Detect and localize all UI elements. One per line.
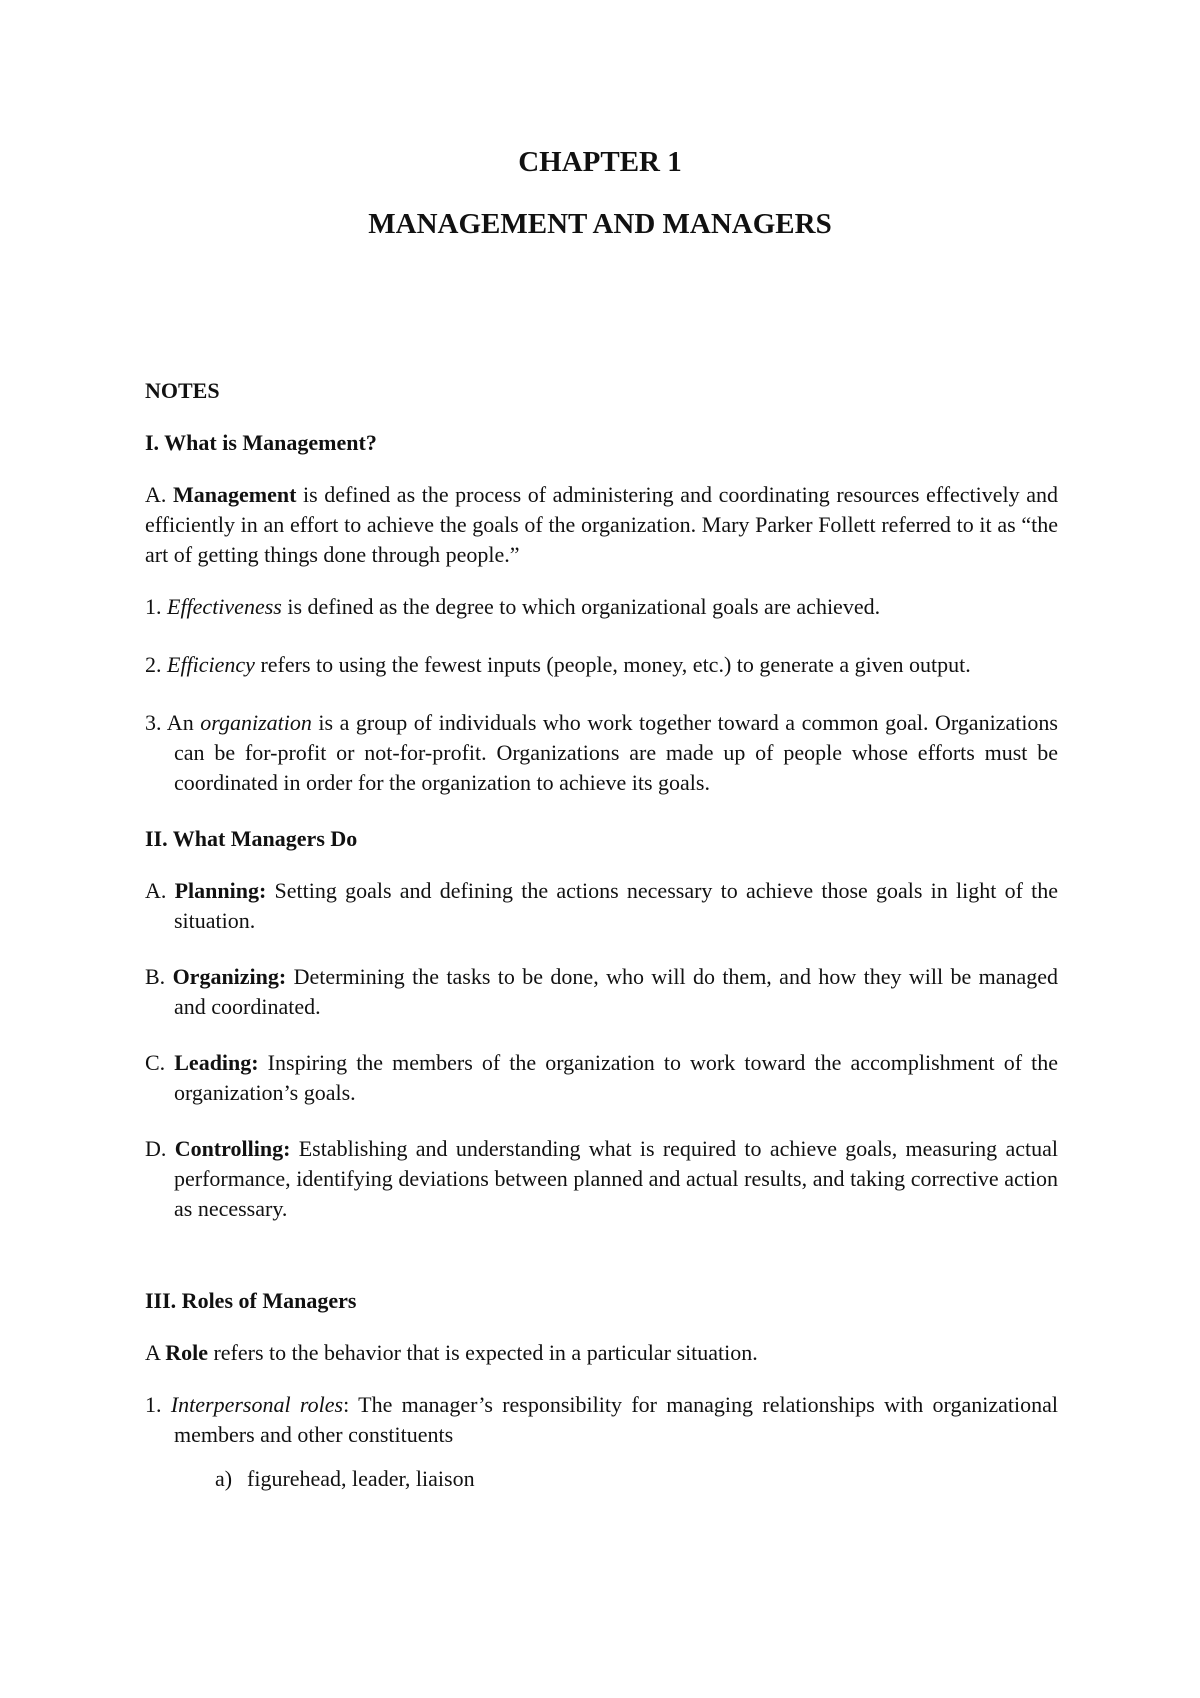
leading-term: Leading: — [174, 1050, 259, 1075]
notes-label: NOTES — [145, 378, 220, 403]
efficiency-item — [145, 650, 1058, 680]
section-1-heading: I. What is Management? — [145, 430, 377, 455]
organization-term: organization — [200, 710, 312, 735]
controlling-prefix: D. — [145, 1136, 175, 1161]
leading-prefix: C. — [145, 1050, 175, 1075]
planning-prefix: A. — [145, 878, 175, 903]
subitem-a-prefix: a) — [215, 1466, 233, 1491]
controlling-item — [145, 1134, 1058, 1224]
organizing-text: Determining the tasks to be done, who will do them, and how they will be managed and coordinated. — [174, 964, 1058, 1019]
interpersonal-roles-item — [145, 1390, 1058, 1450]
role-text: refers to the behavior that is expected in a particular situation. — [207, 1340, 758, 1365]
management-term: Management — [172, 482, 297, 507]
effectiveness-text: is defined as the degree to which organizational goals are achieved. — [281, 594, 881, 619]
effectiveness-prefix: 1. — [145, 594, 167, 619]
controlling-text: Establishing and understanding what is required to achieve goals, measuring actual performance, identifying deviations between planned and actual results, and taking corrective action as necessary. — [174, 1136, 1058, 1221]
management-prefix: A. — [145, 482, 173, 507]
management-definition — [145, 480, 1058, 570]
leading-item — [145, 1048, 1058, 1108]
efficiency-prefix: 2. — [145, 652, 167, 677]
management-text: is defined as the process of administering and coordinating resources effectively and efficiently in an effort to achieve the goals of the organization. Mary Parker Follett referred to it as “the art of getting things done through people.” — [145, 482, 1058, 567]
section-2-heading: II. What Managers Do — [145, 826, 358, 851]
section-3-heading: III. Roles of Managers — [145, 1288, 357, 1313]
chapter-number: CHAPTER 1 — [518, 146, 682, 178]
interpersonal-term: Interpersonal roles — [170, 1392, 344, 1417]
role-definition — [145, 1338, 1058, 1368]
role-prefix: A — [145, 1340, 166, 1365]
organizing-prefix: B. — [145, 964, 173, 989]
planning-text: Setting goals and defining the actions necessary to achieve those goals in light of the situation. — [174, 878, 1058, 933]
effectiveness-item — [145, 592, 1058, 622]
planning-term: Planning: — [174, 878, 267, 903]
organization-text: is a group of individuals who work together toward a common goal. Organizations can be for-profit or not-for-profit. Organizations are made up of people whose efforts must be coordinated in order for the organization to achieve its goals. — [174, 710, 1058, 795]
interpersonal-subitem-a — [145, 1464, 1058, 1494]
organizing-term: Organizing: — [172, 964, 287, 989]
chapter-title: MANAGEMENT AND MANAGERS — [368, 208, 832, 240]
role-term: Role — [165, 1340, 208, 1365]
efficiency-term: Efficiency — [167, 652, 255, 677]
planning-item — [145, 876, 1058, 936]
organizing-item — [145, 962, 1058, 1022]
efficiency-text: refers to using the fewest inputs (people, money, etc.) to generate a given output. — [254, 652, 971, 677]
leading-text: Inspiring the members of the organization to work toward the accomplishment of the organization’s goals. — [174, 1050, 1058, 1105]
organization-prefix: 3. An — [145, 710, 201, 735]
effectiveness-term: Effectiveness — [167, 594, 282, 619]
notes-content — [145, 376, 1058, 1494]
controlling-term: Controlling: — [174, 1136, 291, 1161]
interpersonal-prefix: 1. — [145, 1392, 171, 1417]
interpersonal-text: : The manager’s responsibility for managing relationships with organizational members and other constituents — [174, 1392, 1058, 1447]
organization-item — [145, 708, 1058, 798]
subitem-a-text: figurehead, leader, liaison — [247, 1466, 475, 1491]
